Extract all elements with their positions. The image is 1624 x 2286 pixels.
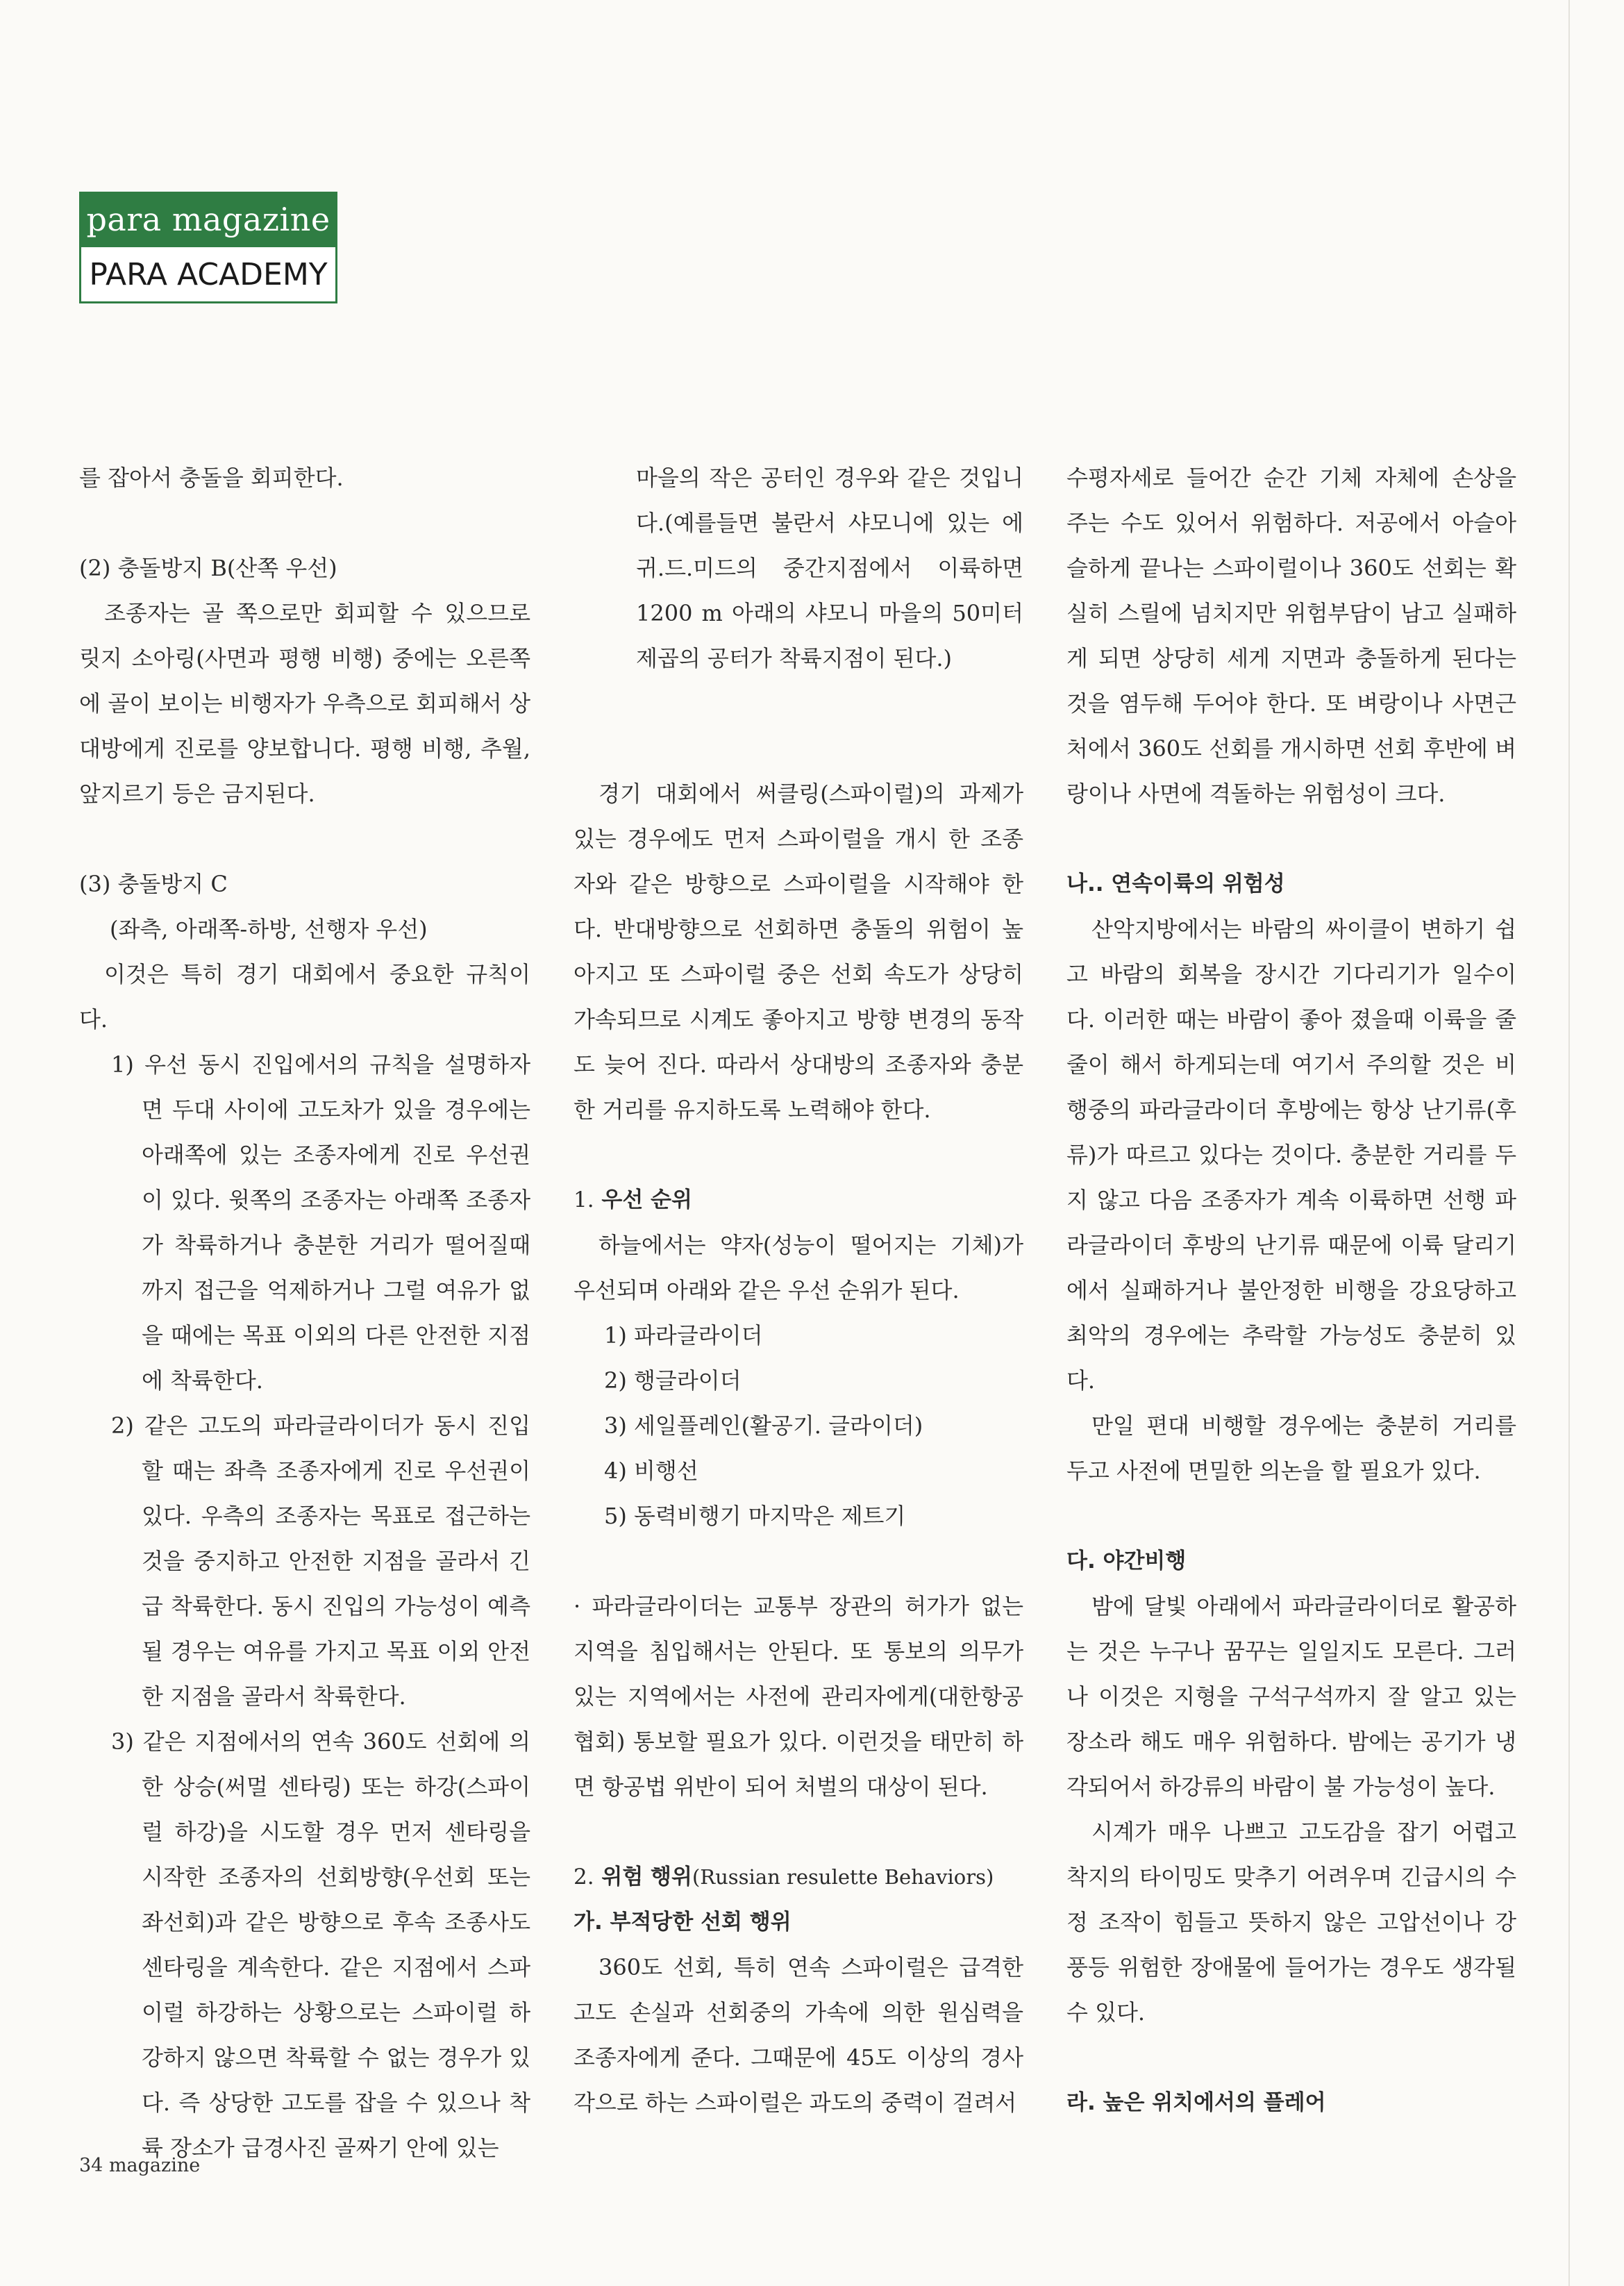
paragraph: 밤에 달빛 아래에서 파라글라이더로 활공하는 것은 누구나 꿈꾸는 일일지도 모른다. 그러나 이것은 지형을 구석구석까지 잘 알고 있는 장소라 해도 매우 위험하다. 밤에는 공기가 냉각되어서 하강류의 바람이 불 가능성이 높다. — [1066, 1593, 1516, 1800]
subheading: 라. 높은 위치에서의 플레어 — [1066, 2090, 1326, 2115]
list-item: 4) 비행선 — [604, 1458, 698, 1484]
paragraph: 경기 대회에서 써클링(스파이럴)의 과제가 있는 경우에도 먼저 스파이럴을 개시 한 조종자와 같은 방향으로 스파이럴을 시작해야 한다. 반대방향으로 선회하면 충돌의 위험이 높아지고 또 스파이럴 중은 선회 속도가 상당히 가속되므로 시계도 좋아지고 방향 변경의 동작도 늦어 진다. 따라서 상대방의 조종자와 충분한 거리를 유지하도록 노력해야 한다. — [574, 781, 1023, 1123]
subsection-subtitle: (좌측, 아래쪽-하방, 선행자 우선) — [110, 916, 428, 942]
section-title: PARA ACADEMY — [79, 247, 337, 303]
paragraph: 360도 선회, 특히 연속 스파이럴은 급격한 고도 손실과 선회중의 가속에 의한 원심력을 조종자에게 준다. 그때문에 45도 이상의 경사각으로 하는 스파이럴은 과도의 중력이 걸려서 — [574, 1954, 1023, 2116]
paragraph: 만일 편대 비행할 경우에는 충분히 거리를 두고 사전에 면밀한 의논을 할 필요가 있다. — [1066, 1412, 1516, 1484]
heading-number: 2. — [574, 1864, 594, 1889]
paragraph: 조종자는 골 쪽으로만 회피할 수 있으므로 릿지 소아링(사면과 평행 비행) 중에는 오른쪽에 골이 보이는 비행자가 우측으로 회피해서 상대방에게 진로를 양보합니다. 평행 비행, 추월, 앞지르기 등은 금지된다. — [79, 600, 530, 807]
paragraph: 이것은 특히 경기 대회에서 중요한 규칙이다. — [79, 961, 530, 1033]
paragraph: 를 잡아서 충돌을 회피한다. — [79, 465, 344, 491]
section-heading-priority — [574, 1178, 1023, 1223]
subsection-title: (3) 충돌방지 C — [79, 871, 228, 897]
list-item: 1) 우선 동시 진입에서의 규칙을 설명하자면 두대 사이에 고도차가 있을 경우에는 아래쪽에 있는 조종자에게 진로 우선권이 있다. 윗쪽의 조종자는 아래쪽 조종자가 착륙하거나 충분한 거리가 떨어질때까지 접근을 억제하거나 그럴 여유가 없을 때에는 목표 이외의 다른 안전한 지점에 착륙한다. — [111, 1051, 530, 1394]
list-item: 3) 같은 지점에서의 연속 360도 선회에 의한 상승(써멀 센타링) 또는 하강(스파이럴 하강)을 시도할 경우 먼저 센타링을 시작한 조종자의 선회방향(우선회 또는 좌선회)과 같은 방향으로 후속 조종사도 센타링을 계속한다. 같은 지점에서 스파이럴 하강하는 상황으로는 스파이럴 하강하지 않으면 착륙할 수 없는 경우가 있다. 즉 상당한 고도를 잡을 수 있으나 착륙 장소가 급경사진 골짜기 안에 있는 — [111, 1728, 530, 2161]
paragraph: · 파라글라이더는 교통부 장관의 허가가 없는 지역을 침입해서는 안된다. 또 통보의 의무가 있는 지역에서는 사전에 관리자에게(대한항공협회) 통보할 필요가 있다. 이런것을 태만히 하면 항공법 위반이 되어 처벌의 대상이 된다. — [574, 1593, 1023, 1800]
subheading: 나.. 연속이륙의 위험성 — [1066, 871, 1285, 896]
section-badge — [79, 192, 337, 306]
page-number: 34 — [79, 2155, 103, 2176]
list-item: 3) 세일플레인(활공기. 글라이더) — [604, 1412, 923, 1439]
footer-label: magazine — [108, 2155, 201, 2176]
page-footer — [79, 2155, 200, 2176]
paragraph: 수평자세로 들어간 순간 기체 자체에 손상을 주는 수도 있어서 위험하다. 저공에서 아슬아슬하게 끝나는 스파이럴이나 360도 선회는 확실히 스릴에 넘치지만 위험부담이 남고 실패하게 되면 상당히 세게 지면과 충돌하게 된다는 것을 염두해 두어야 한다. 또 벼랑이나 사면근처에서 360도 선회를 개시하면 선회 후반에 벼랑이나 사면에 격돌하는 위험성이 크다. — [1066, 465, 1516, 807]
section-heading-danger — [574, 1855, 1023, 1900]
page-edge-line — [1568, 0, 1570, 2286]
text-column-1 — [79, 456, 530, 2171]
list-item-continued: 마을의 작은 공터인 경우와 같은 것입니다.(예를들면 불란서 샤모니에 있는 에귀.드.미드의 중간지점에서 이륙하면 1200 m 아래의 샤모니 마을의 50미터제곱의 공터가 착륙지점이 된다.) — [636, 465, 1023, 671]
magazine-label: para magazine — [79, 192, 337, 247]
text-column-2 — [574, 456, 1023, 2126]
subsection-title: (2) 충돌방지 B(산쪽 우선) — [79, 555, 337, 581]
list-item: 5) 동력비행기 마지막은 제트기 — [604, 1503, 906, 1529]
subheading: 가. 부적당한 선회 행위 — [574, 1910, 792, 1935]
list-item: 1) 파라글라이더 — [604, 1322, 763, 1349]
list-item: 2) 행글라이더 — [604, 1367, 742, 1394]
subheading: 다. 야간비행 — [1066, 1549, 1187, 1574]
text-column-3 — [1066, 456, 1516, 2126]
heading-number: 1. — [574, 1187, 594, 1212]
paragraph: 시계가 매우 나쁘고 고도감을 잡기 어렵고 착지의 타이밍도 맞추기 어려우며 긴급시의 수정 조작이 힘들고 뜻하지 않은 고압선이나 강풍등 위험한 장애물에 들어가는 경우도 생각될 수 있다. — [1066, 1819, 1516, 2026]
paragraph: 하늘에서는 약자(성능이 떨어지는 기체)가 우선되며 아래와 같은 우선 순위가 된다. — [574, 1232, 1023, 1303]
heading-english: (Russian resulette Behaviors) — [692, 1865, 994, 1889]
list-item: 2) 같은 고도의 파라글라이더가 동시 진입할 때는 좌측 조종자에게 진로 우선권이 있다. 우측의 조종자는 목표로 접근하는 것을 중지하고 안전한 지점을 골라서 긴급 착륙한다. 동시 진입의 가능성이 예측될 경우는 여유를 가지고 목표 이외 안전한 지점을 골라서 착륙한다. — [111, 1412, 530, 1710]
paragraph: 산악지방에서는 바람의 싸이클이 변하기 쉽고 바람의 회복을 장시간 기다리기가 일수이다. 이러한 때는 바람이 좋아 졌을때 이륙을 줄줄이 해서 하게되는데 여기서 주의할 것은 비행중의 파라글라이더 후방에는 항상 난기류(후류)가 따르고 있다는 것이다. 충분한 거리를 두지 않고 다음 조종자가 계속 이륙하면 선행 파라글라이더 후방의 난기류 때문에 이륙 달리기에서 실패하거나 불안정한 비행을 강요당하고 최악의 경우에는 추락할 가능성도 충분히 있다. — [1066, 916, 1516, 1394]
heading-text: 위험 행위 — [601, 1864, 692, 1889]
heading-text: 우선 순위 — [601, 1187, 692, 1212]
